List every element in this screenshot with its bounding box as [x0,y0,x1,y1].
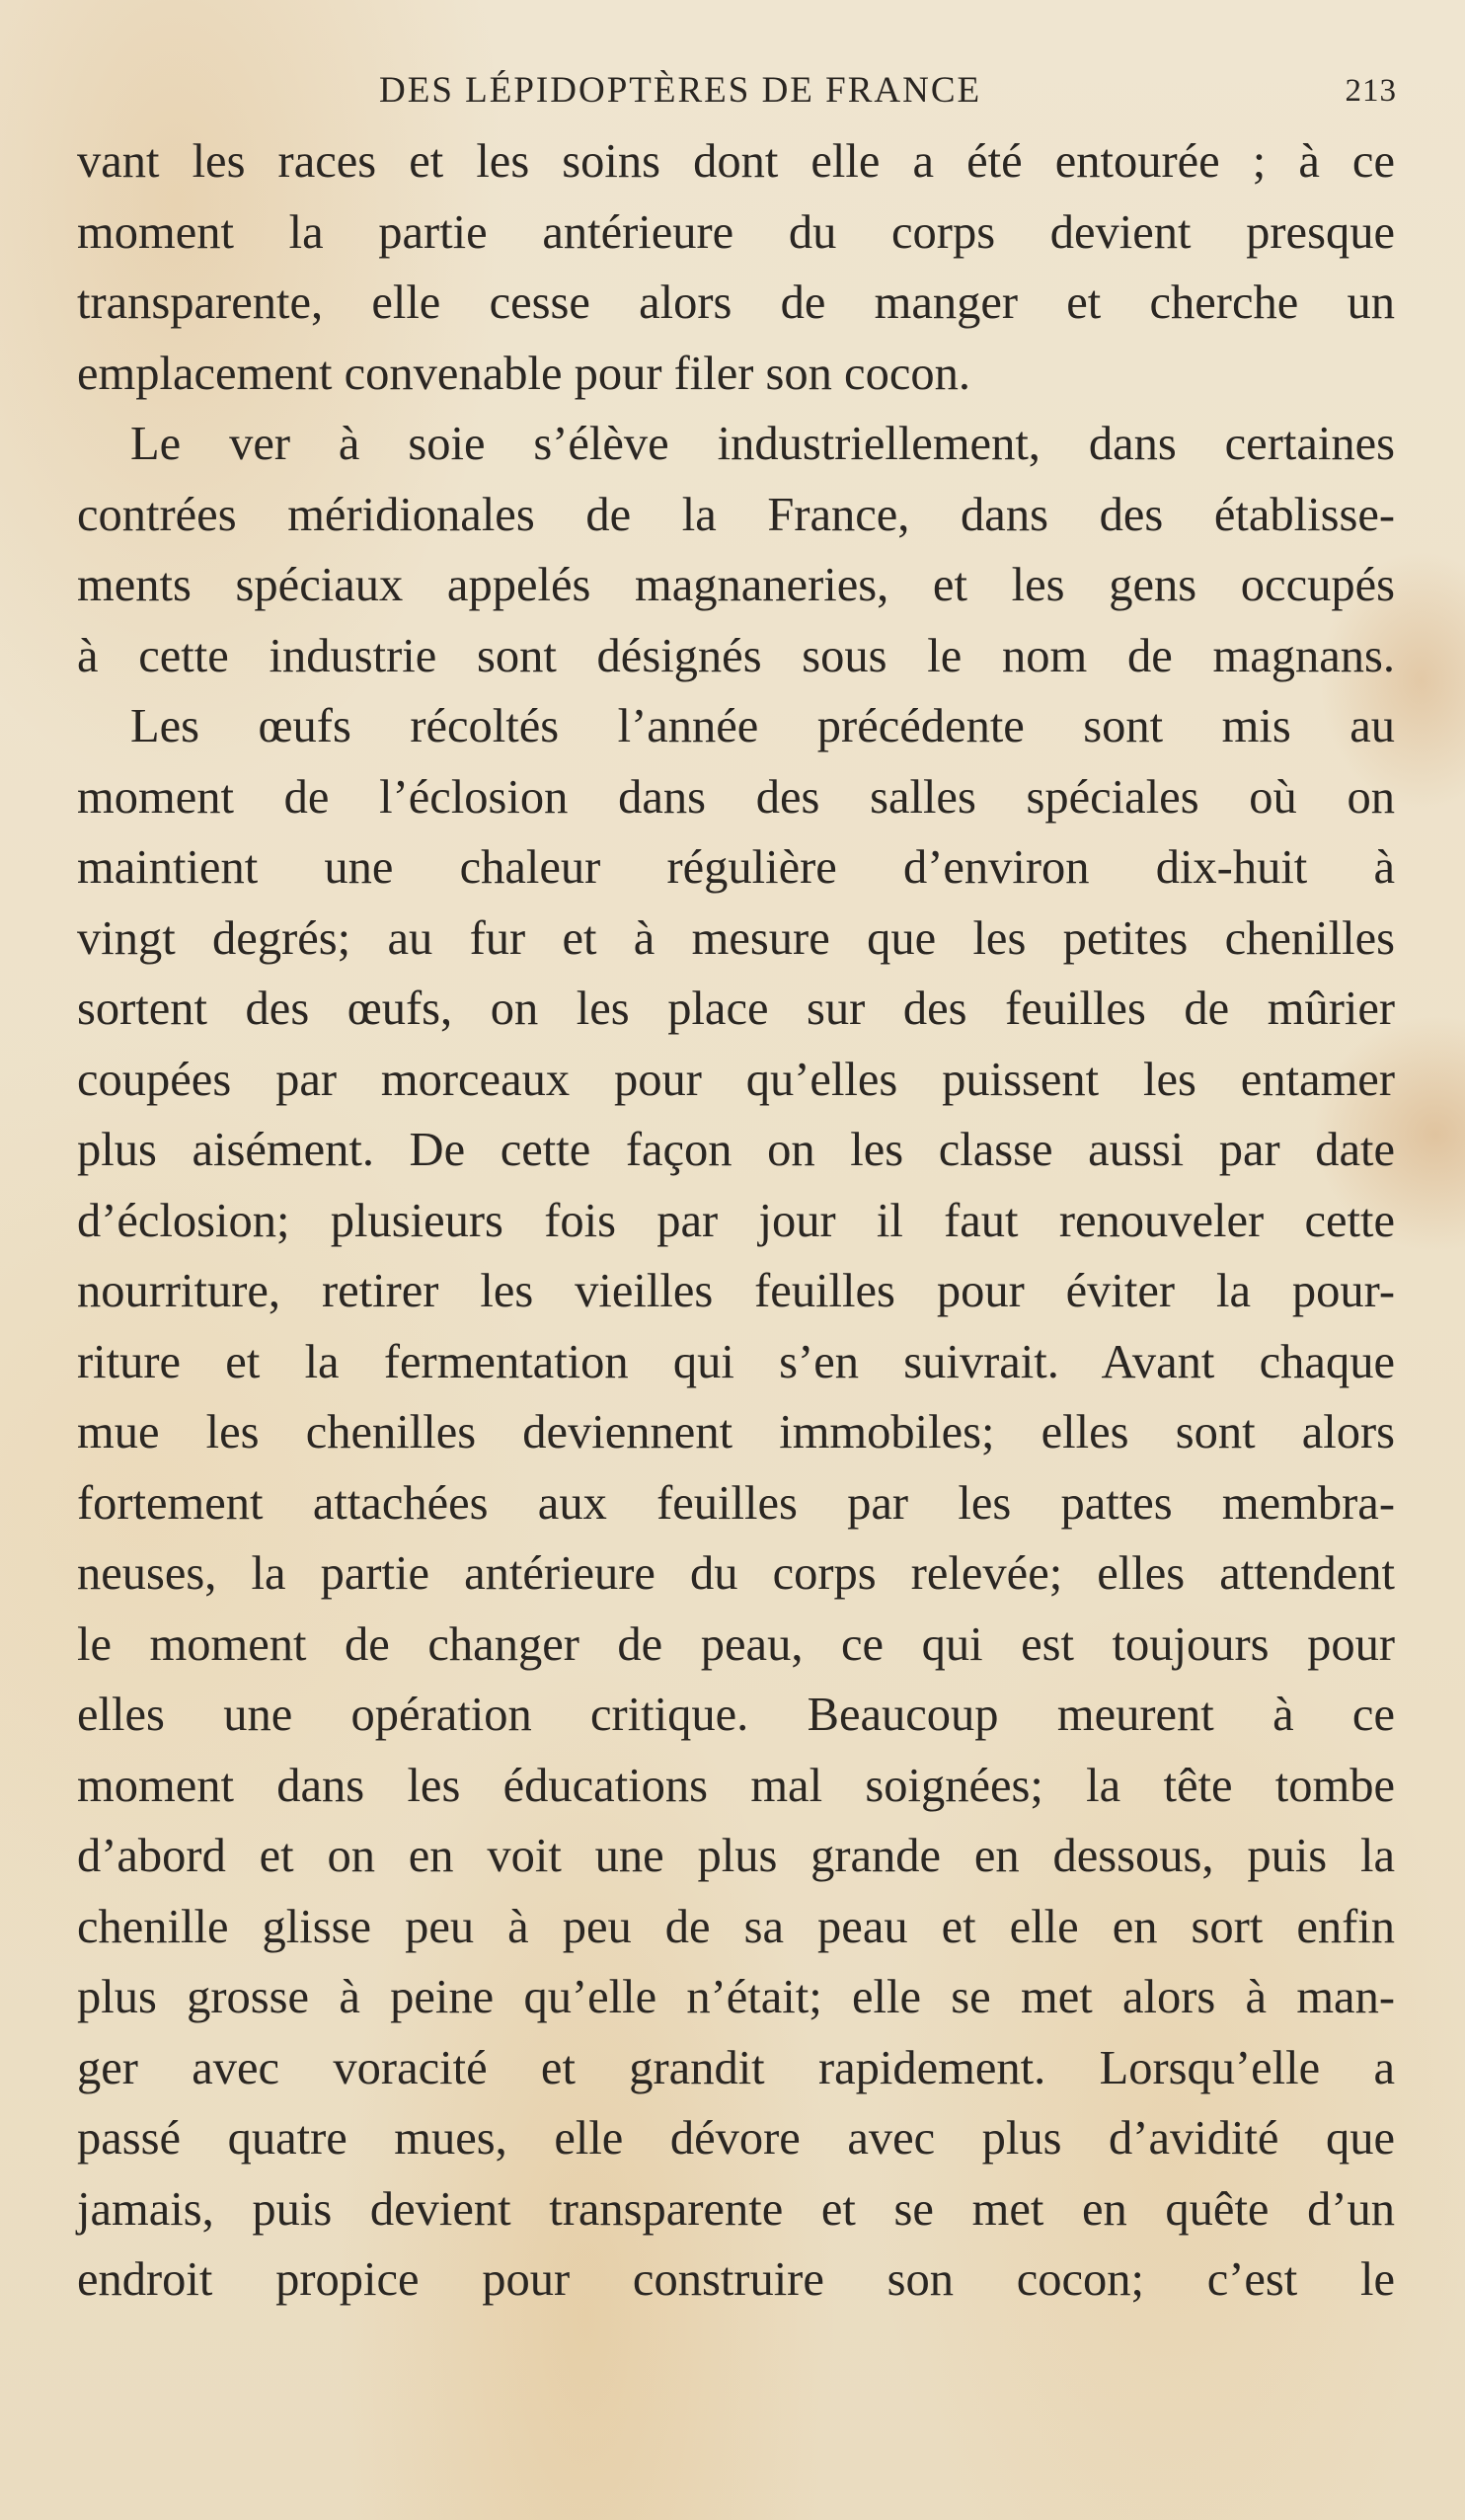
page-number: 213 [1345,73,1397,109]
text-line: contrées méridionales de la France, dans des établisse- [77,488,1395,541]
text-line: moment de l’éclosion dans des salles spéciales où on [77,770,1395,824]
text-line: le moment de changer de peau, ce qui est toujours pour [77,1617,1395,1671]
text-line: riture et la fermentation qui s’en suivrait. Avant chaque [77,1335,1395,1388]
text-line: ments spéciaux appelés magnaneries, et les gens occupés [77,559,1395,611]
text-line: maintient une chaleur régulière d’environ dix-huit à [77,841,1395,894]
text-line: moment dans les éducations mal soignées; la tête tombe [77,1759,1395,1812]
text-line: elles une opération critique. Beaucoup meurent à ce [77,1689,1395,1741]
text-line: Les œufs récoltés l’année précédente sont mis au [130,700,1395,752]
text-line: sortent des œufs, on les place sur des feuilles de mûrier [77,983,1395,1035]
running-head [77,65,1395,126]
text-line: neuses, la partie antérieure du corps relevée; elles attendent [77,1547,1395,1600]
text-line: à cette industrie sont désignés sous le nom de magnans. [77,629,1395,682]
text-line: Le ver à soie s’élève industriellement, dans certaines [130,418,1395,470]
text-line: d’éclosion; plusieurs fois par jour il faut renouveler cette [77,1194,1395,1247]
text-line: passé quatre mues, elle dévore avec plus d’avidité que [77,2112,1395,2165]
text-line: transparente, elle cesse alors de manger et cherche un [77,276,1395,329]
text-line: nourriture, retirer les vieilles feuilles pour éviter la pour- [77,1265,1395,1317]
text-line: d’abord et on en voit une plus grande en dessous, puis la [77,1830,1395,1882]
text-line: jamais, puis devient transparente et se met en quête d’un [77,2182,1395,2236]
text-line: chenille glisse peu à peu de sa peau et elle en sort enfin [77,1900,1395,1953]
text-line: fortement attachées aux feuilles par les pattes membra- [77,1476,1395,1530]
book-page [77,65,1395,2316]
text-line: moment la partie antérieure du corps devient presque [77,205,1395,259]
text-line: emplacement convenable pour filer son cocon. [77,347,970,400]
text-line: coupées par morceaux pour qu’elles puissent les entamer [77,1053,1395,1106]
text-line: mue les chenilles deviennent immobiles; elles sont alors [77,1406,1395,1458]
text-line: ger avec voracité et grandit rapidement. Lorsqu’elle a [77,2041,1395,2094]
text-line: plus grosse à peine qu’elle n’était; elle se met alors à man- [77,1971,1395,2023]
text-line: endroit propice pour construire son cocon; c’est le [77,2253,1395,2306]
text-line: plus aisément. De cette façon on les classe aussi par date [77,1124,1395,1176]
body-text [77,126,1395,2316]
text-line: vant les races et les soins dont elle a été entourée ; à ce [77,135,1395,188]
text-line: vingt degrés; au fur et à mesure que les petites chenilles [77,911,1395,965]
running-title: DES LÉPIDOPTÈRES DE FRANCE [379,70,982,111]
